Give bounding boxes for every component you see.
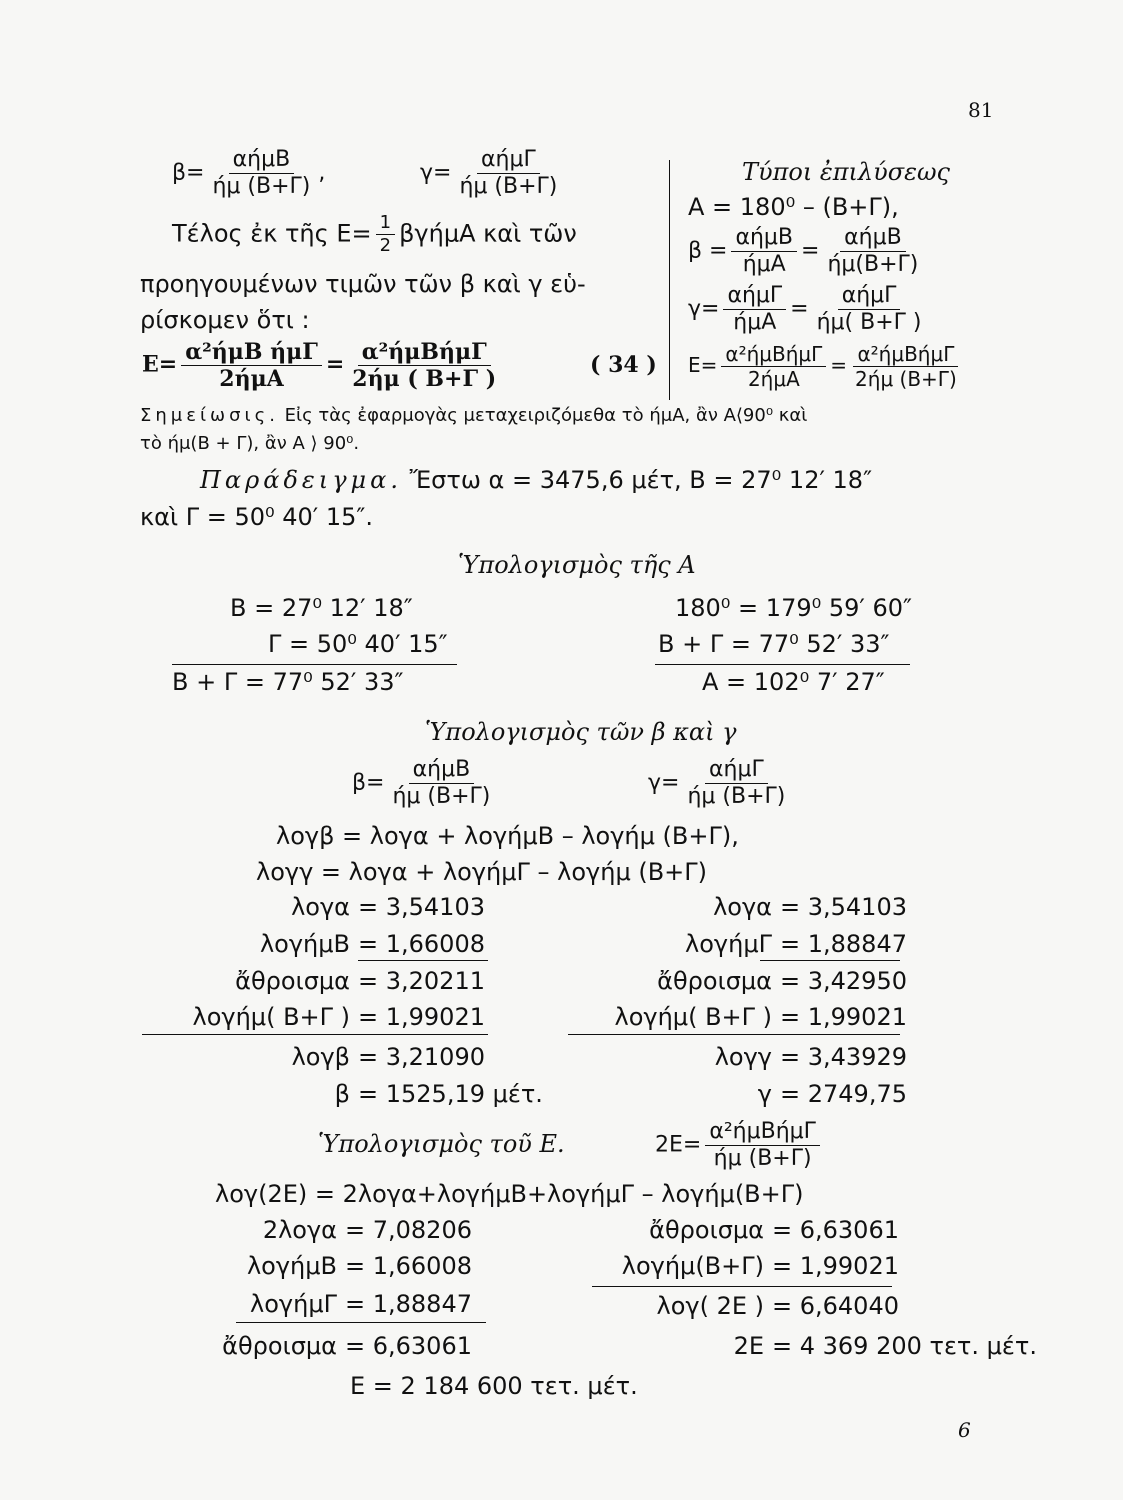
calc-bg-gamma-den: ήμ (Β+Γ) <box>687 784 786 810</box>
calc-bg-beta-label: β= <box>352 770 385 796</box>
footer-number: 6 <box>958 1418 971 1442</box>
calc-E-left-row-value: = 1,88847 <box>345 1290 472 1318</box>
calc-bg-right-row-label: ἄθροισμα <box>657 967 772 995</box>
calc-bg-right-row-value: = 3,43929 <box>780 1043 907 1071</box>
half-denominator: 2 <box>379 234 392 256</box>
calc-bg-right-row-label: λογγ <box>714 1043 772 1071</box>
calc-bg-left-row-value: = 1,99021 <box>358 1003 485 1031</box>
side-gamma-label: γ= <box>688 296 720 322</box>
equation-number: ( 34 ) <box>590 352 657 378</box>
calc-A-right-3: Α = 102⁰ 7′ 27″ <box>702 668 885 696</box>
area-fraction-2 <box>348 340 500 391</box>
area-fraction-1 <box>181 340 322 391</box>
calc-bg-right-row-label: γ <box>757 1080 772 1108</box>
example-text-1: Ἔστω α = 3475,6 μέτ, Β = 27⁰ 12′ 18″ <box>409 466 873 494</box>
side-area-fraction-2 <box>851 343 961 390</box>
side-area-equals: = <box>830 353 848 377</box>
calc-bg-right-row-label: λογήμΓ <box>685 930 772 958</box>
gamma-numerator: αήμΓ <box>477 148 540 174</box>
area-denominator-1: 2ήμΑ <box>219 366 284 393</box>
side-gamma-fraction-2 <box>813 284 926 335</box>
calc-bg-left-row-label: ἄθροισμα <box>235 967 350 995</box>
side-gamma-equals: = <box>790 296 809 322</box>
calc-bg-right-row-value: = 2749,75 <box>780 1080 907 1108</box>
side-angle-A: Α = 180⁰ – (Β+Γ), <box>688 193 899 221</box>
half-fraction <box>376 213 395 256</box>
side-beta-equals: = <box>801 238 820 264</box>
side-beta-formula <box>688 226 926 277</box>
side-gamma-num-1: αήμΓ <box>723 284 786 310</box>
calc-bg-right-row-value: = 1,99021 <box>780 1003 907 1031</box>
note-line-2: τὸ ήμ(Β + Γ), ἂν Α ⟩ 90⁰. <box>140 433 360 454</box>
side-area-label: Ε= <box>688 353 718 377</box>
beta-fraction <box>208 148 314 199</box>
calc-E-left-row-label: 2λογα <box>262 1216 337 1244</box>
side-area-den-1: 2ήμΑ <box>747 367 800 391</box>
calc-bg-title: Ὑπολογισμὸς τῶν β καὶ γ <box>425 718 737 746</box>
text-line-1 <box>172 213 577 256</box>
calc-bg-gamma-fraction <box>683 758 789 809</box>
calc-bg-left-row-value: = 3,54103 <box>358 893 485 921</box>
calc-bg-beta-fraction <box>388 758 494 809</box>
side-beta-fraction-2 <box>823 226 922 277</box>
area-formula <box>142 340 504 391</box>
calc-bg-right-rule-2 <box>568 1034 900 1035</box>
calc-E-num: α²ήμΒήμΓ <box>705 1120 820 1146</box>
half-numerator: 1 <box>376 213 395 235</box>
calc-E-left-row-label: λογήμΓ <box>250 1290 337 1318</box>
side-area-num-1: α²ήμΒήμΓ <box>721 343 826 367</box>
example-line-2: καὶ Γ = 50⁰ 40′ 15″. <box>140 503 373 531</box>
calc-A-left-3: Β + Γ = 77⁰ 52′ 33″ <box>172 668 404 696</box>
side-area-num-2: α²ήμΒήμΓ <box>853 343 958 367</box>
calc-E-label: 2Ε= <box>655 1132 702 1158</box>
side-title: Τύποι ἐπιλύσεως <box>742 158 950 186</box>
side-beta-label: β = <box>688 238 728 264</box>
calc-E-left-row-label: λογήμΒ <box>246 1252 337 1280</box>
calc-bg-gamma <box>648 758 793 809</box>
beta-label: β= <box>172 160 205 186</box>
calc-E-formula <box>655 1120 824 1171</box>
calc-bg-left-row-value: = 1525,19 μέτ. <box>358 1080 543 1108</box>
log-2E-formula: λογ(2Ε) = 2λογα+λογήμΒ+λογήμΓ – λογήμ(Β+Γ) <box>215 1180 804 1208</box>
text-line-2: προηγουμένων τιμῶν τῶν β καὶ γ εὑ- <box>140 270 586 298</box>
text-line-3: ρίσκομεν ὅτι : <box>140 306 310 334</box>
area-denominator-2: 2ήμ ( Β+Γ ) <box>352 366 497 393</box>
calc-bg-beta <box>352 758 498 809</box>
side-beta-fraction-1 <box>731 226 797 277</box>
beta-numerator: αήμΒ <box>229 148 295 174</box>
calc-bg-right-row-label: λογήμ( Β+Γ ) <box>614 1003 772 1031</box>
calc-E-title: Ὑπολογισμὸς τοῦ Ε. <box>318 1130 565 1158</box>
calc-bg-beta-num: αήμΒ <box>409 758 475 784</box>
gamma-fraction <box>455 148 561 199</box>
calc-bg-left-row-label: λογήμΒ <box>259 930 350 958</box>
calc-bg-right-row-value: = 1,88847 <box>780 930 907 958</box>
calc-E-left-row-value: = 1,66008 <box>345 1252 472 1280</box>
note-text-1: Εἰς τὰς ἐφαρμογὰς μεταχειριζόμεθα τὸ ήμΑ, ἂν Α⟨90⁰ καὶ <box>284 405 808 426</box>
side-gamma-den-2: ήμ( Β+Γ ) <box>816 310 922 336</box>
calc-E-right-row-value: = 6,63061 <box>772 1216 899 1244</box>
log-gamma-formula: λογγ = λογα + λογήμΓ – λογήμ (Β+Γ) <box>256 858 708 886</box>
calc-E-right-row-label: λογ( 2Ε ) <box>656 1292 764 1320</box>
calc-E-right-row-label: 2Ε <box>733 1332 764 1360</box>
calc-bg-left-row-label: λογήμ( Β+Γ ) <box>192 1003 350 1031</box>
note-label: Σημείωσις. <box>140 405 279 426</box>
calc-A-left-2: Γ = 50⁰ 40′ 15″ <box>268 630 448 658</box>
example-label: Παράδειγμα. <box>200 466 402 494</box>
calc-A-right-rule <box>655 664 910 665</box>
note-line-1 <box>140 405 807 426</box>
calc-E-left-row-value: = 6,63061 <box>345 1332 472 1360</box>
area-label: Ε= <box>142 351 178 378</box>
calc-bg-left-row-label: λογβ <box>291 1043 350 1071</box>
gamma-formula <box>420 148 565 199</box>
calc-A-right-1: 180⁰ = 179⁰ 59′ 60″ <box>675 594 912 622</box>
calc-bg-left-row-value: = 3,21090 <box>358 1043 485 1071</box>
calc-bg-beta-den: ήμ (Β+Γ) <box>392 784 491 810</box>
calc-E-right-row-label: λογήμ(Β+Γ) <box>621 1252 764 1280</box>
gamma-denominator: ήμ (Β+Γ) <box>459 174 558 200</box>
calc-E-left-row-value: = 7,08206 <box>345 1216 472 1244</box>
side-gamma-den-1: ήμΑ <box>733 310 777 336</box>
area-equals: = <box>325 351 345 378</box>
side-gamma-formula <box>688 284 929 335</box>
area-numerator-2: α²ήμΒήμΓ <box>358 340 491 366</box>
calc-bg-right-row-value: = 3,54103 <box>780 893 907 921</box>
calc-A-left-rule <box>172 664 457 665</box>
side-beta-den-2: ήμ(Β+Γ) <box>827 252 919 278</box>
side-gamma-num-2: αήμΓ <box>838 284 901 310</box>
calc-E-right-rule <box>592 1286 892 1287</box>
log-beta-formula: λογβ = λογα + λογήμΒ – λογήμ (Β+Γ), <box>276 822 739 850</box>
example-line-1 <box>200 466 872 494</box>
beta-comma: , <box>318 160 326 186</box>
side-beta-num-2: αήμΒ <box>840 226 906 252</box>
gamma-label: γ= <box>420 160 452 186</box>
calc-bg-right-row-label: λογα <box>713 893 772 921</box>
calc-E-right-row-value: = 1,99021 <box>772 1252 899 1280</box>
calc-bg-left-row-value: = 1,66008 <box>358 930 485 958</box>
calc-bg-left-row-label: β <box>334 1080 350 1108</box>
side-area-formula <box>688 343 965 390</box>
calc-A-title: Ὑπολογισμὸς τῆς Α <box>458 551 696 579</box>
calc-E-right-row-label: ἄθροισμα <box>649 1216 764 1244</box>
calc-bg-gamma-num: αήμΓ <box>705 758 768 784</box>
beta-denominator: ήμ (Β+Γ) <box>212 174 311 200</box>
area-numerator-1: α²ήμΒ ήμΓ <box>181 340 322 366</box>
column-divider <box>669 160 670 400</box>
side-area-fraction-1 <box>721 343 826 390</box>
page-number: 81 <box>968 98 994 122</box>
beta-formula <box>172 148 325 199</box>
calc-E-den: ήμ (Β+Γ) <box>713 1146 812 1172</box>
side-gamma-fraction-1 <box>723 284 786 335</box>
side-area-den-2: 2ήμ (Β+Γ) <box>855 367 957 391</box>
calc-bg-gamma-label: γ= <box>648 770 680 796</box>
text-line-1a: Τέλος ἐκ τῆς Ε= <box>172 219 372 248</box>
final-area: Ε = 2 184 600 τετ. μέτ. <box>350 1372 638 1400</box>
calc-bg-left-rule-2 <box>142 1034 488 1035</box>
calc-bg-right-row-value: = 3,42950 <box>780 967 907 995</box>
calc-bg-left-row-label: λογα <box>291 893 350 921</box>
calc-A-right-2: Β + Γ = 77⁰ 52′ 33″ <box>658 630 890 658</box>
side-beta-num-1: αήμΒ <box>731 226 797 252</box>
calc-bg-left-row-value: = 3,20211 <box>358 967 485 995</box>
calc-A-left-1: Β = 27⁰ 12′ 18″ <box>230 594 413 622</box>
calc-E-right-row-value: = 4 369 200 τετ. μέτ. <box>772 1332 1037 1360</box>
calc-bg-right-rule-1 <box>760 960 900 961</box>
calc-E-fraction <box>705 1120 820 1171</box>
calc-E-left-rule <box>236 1322 486 1323</box>
calc-E-right-row-value: = 6,64040 <box>772 1292 899 1320</box>
calc-E-left-row-label: ἄθροισμα <box>222 1332 337 1360</box>
text-line-1b: βγήμΑ καὶ τῶν <box>399 219 577 248</box>
side-beta-den-1: ήμΑ <box>742 252 786 278</box>
calc-bg-left-rule-1 <box>358 960 488 961</box>
